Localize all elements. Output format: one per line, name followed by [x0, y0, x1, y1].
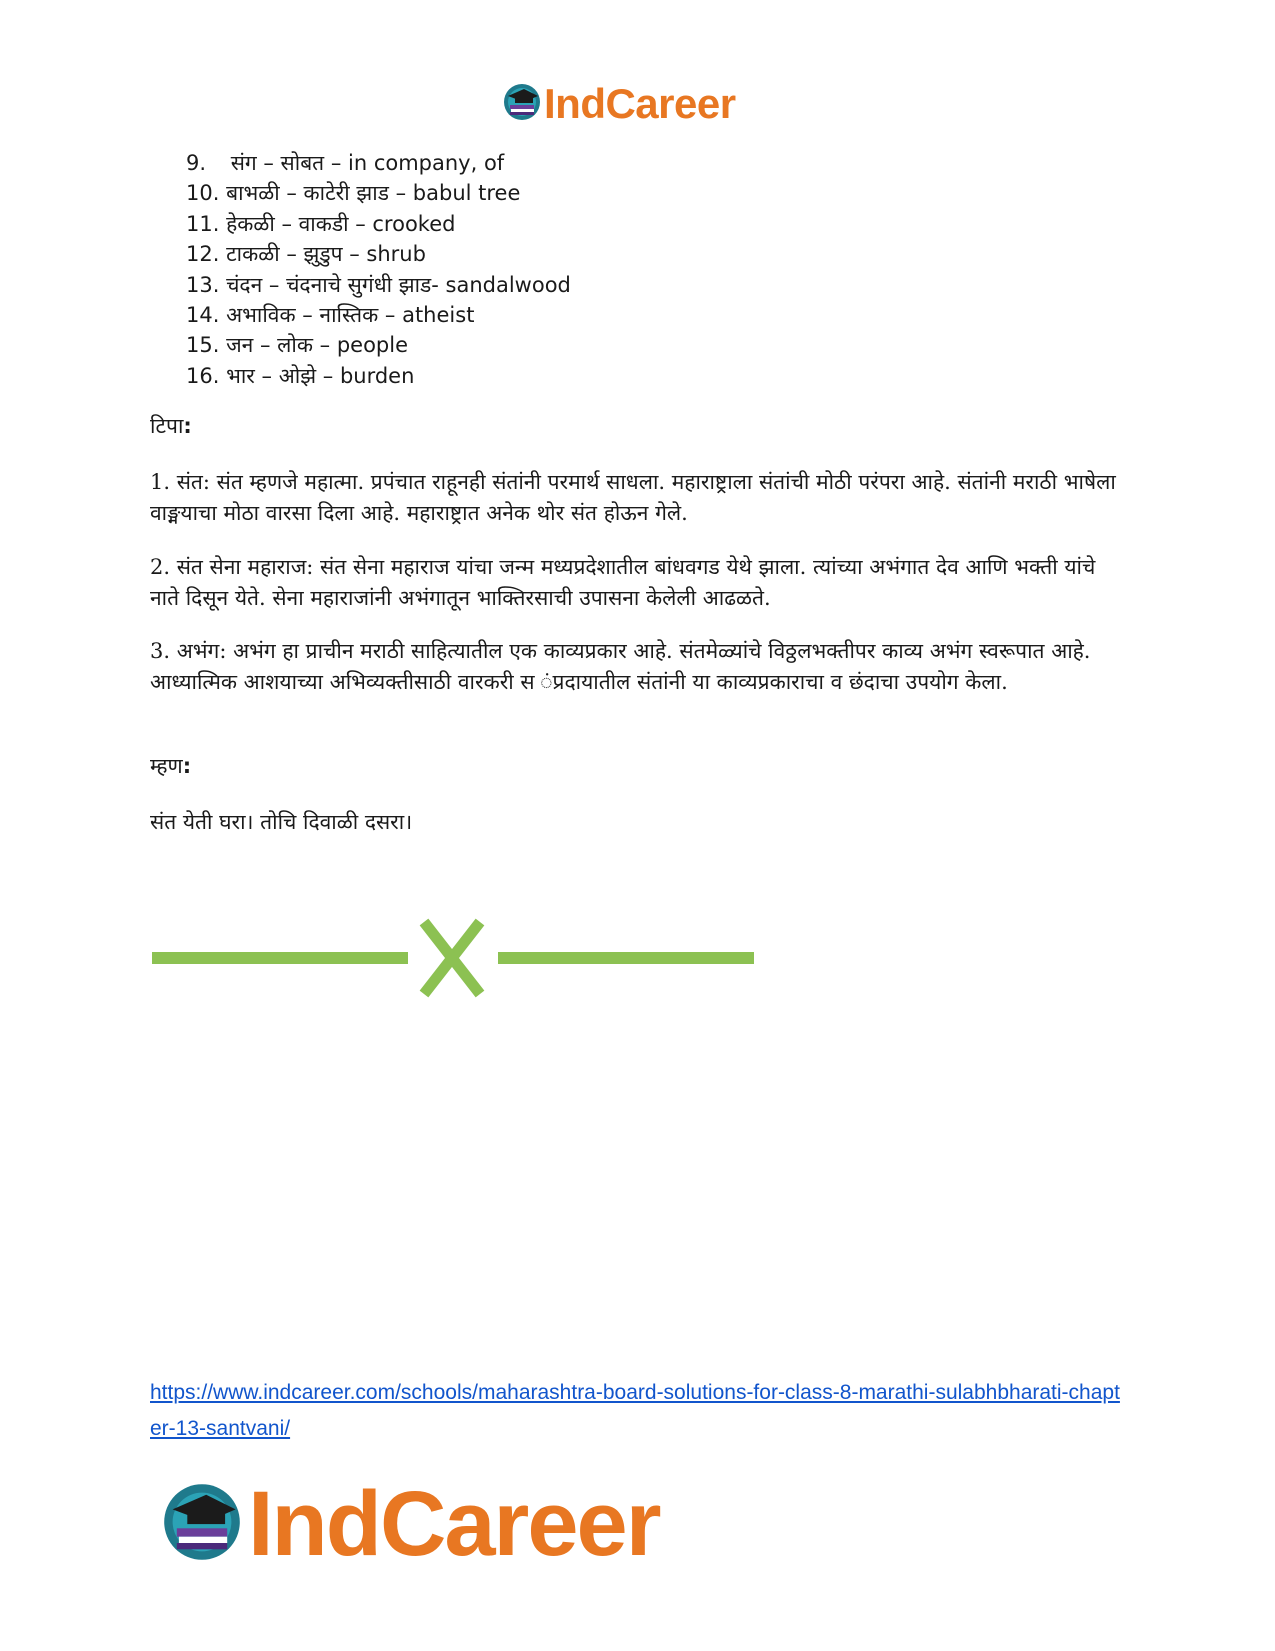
list-item-number: 13.: [186, 272, 220, 297]
list-item-number: 12.: [186, 242, 220, 267]
list-item-text: भार – ओझे – burden: [226, 363, 415, 388]
list-item-text: संग – सोबत – in company, of: [230, 151, 505, 175]
list-item: [186, 148, 571, 178]
list-item: [186, 239, 571, 269]
section-divider: [150, 918, 760, 1003]
logo-text: IndCareer: [544, 80, 736, 127]
list-item-number: 15.: [186, 333, 220, 358]
list-item: [186, 270, 571, 300]
list-item-text: टाकळी – झुडुप – shrub: [226, 242, 426, 267]
notes-heading-text: टिपा: [150, 414, 184, 438]
footer-logo: [160, 1472, 660, 1577]
list-item-number: 14.: [186, 303, 220, 328]
list-item: [186, 300, 571, 330]
list-item: [186, 209, 571, 239]
list-item-number: 9.: [186, 151, 207, 175]
list-item-number: 10.: [186, 181, 220, 206]
list-item-text: हेकळी – वाकडी – crooked: [226, 211, 456, 236]
vocabulary-list: [186, 148, 571, 391]
notes-heading: टिपा:: [150, 414, 192, 438]
list-item-text: जन – लोक – people: [226, 333, 409, 358]
list-item-number: 11.: [186, 211, 220, 236]
graduation-cap-book-icon: [502, 82, 542, 127]
divider-line-left: [152, 952, 408, 964]
list-item: [186, 361, 571, 391]
note-paragraph-2: 2. संत सेना महाराज: संत सेना महाराज यांचा जन्म मध्यप्रदेशातील बांधवगड येथे झाला. त्यांच्या अभंगात देव आणि भक्ती यांचे नाते दिसून येते. सेना महाराजांनी अभंगातून भाक्तिरसाची उपासना केलेली आढळते.: [150, 555, 1096, 610]
list-item-text: बाभळी – काटेरी झाड – babul tree: [226, 181, 521, 206]
logo-text: IndCareer: [248, 1473, 660, 1575]
proverb-text: संत येती घरा। तोचि दिवाळी दसरा।: [150, 810, 413, 834]
source-url-link[interactable]: https://www.indcareer.com/schools/maharashtra-board-solutions-for-class-8-marathi-sulabhbharati-chapter-13-santvani/: [150, 1381, 1120, 1440]
list-item-text: चंदन – चंदनाचे सुगंधी झाड- sandalwood: [226, 272, 571, 297]
note-paragraph-3: 3. अभंग: अभंग हा प्राचीन मराठी साहित्यातील एक काव्यप्रकार आहे. संतमेळ्यांचे विठ्ठलभक्तीपर काव्य अभंग स्वरूपात आहे. आध्यात्मिक आशयाच्या अभिव्यक्तीसाठी वारकरी स ंप्रदायातील संतांनी या काव्यप्रकाराचा व छंदाचा उपयोग केला.: [150, 639, 1091, 694]
proverb-heading: म्हण:: [150, 754, 192, 778]
list-item-number: 16.: [186, 363, 220, 388]
list-item: [186, 178, 571, 208]
list-item: [186, 330, 571, 360]
graduation-cap-book-icon: [160, 1480, 244, 1569]
divider-line-right: [498, 952, 754, 964]
divider-x-icon: [424, 922, 480, 994]
list-item-text: अभाविक – नास्तिक – atheist: [226, 303, 475, 328]
proverb-heading-text: म्हण: [150, 754, 183, 778]
note-paragraph-1: 1. संत: संत म्हणजे महात्मा. प्रपंचात राहूनही संतांनी परमार्थ साधला. महाराष्ट्राला संतांची मोठी परंपरा आहे. संतांनी मराठी भाषेला वाङ्मयाचा मोठा वारसा दिला आहे. महाराष्ट्रात अनेक थोर संत होऊन गेले.: [150, 470, 1116, 525]
header-logo: [502, 80, 736, 128]
